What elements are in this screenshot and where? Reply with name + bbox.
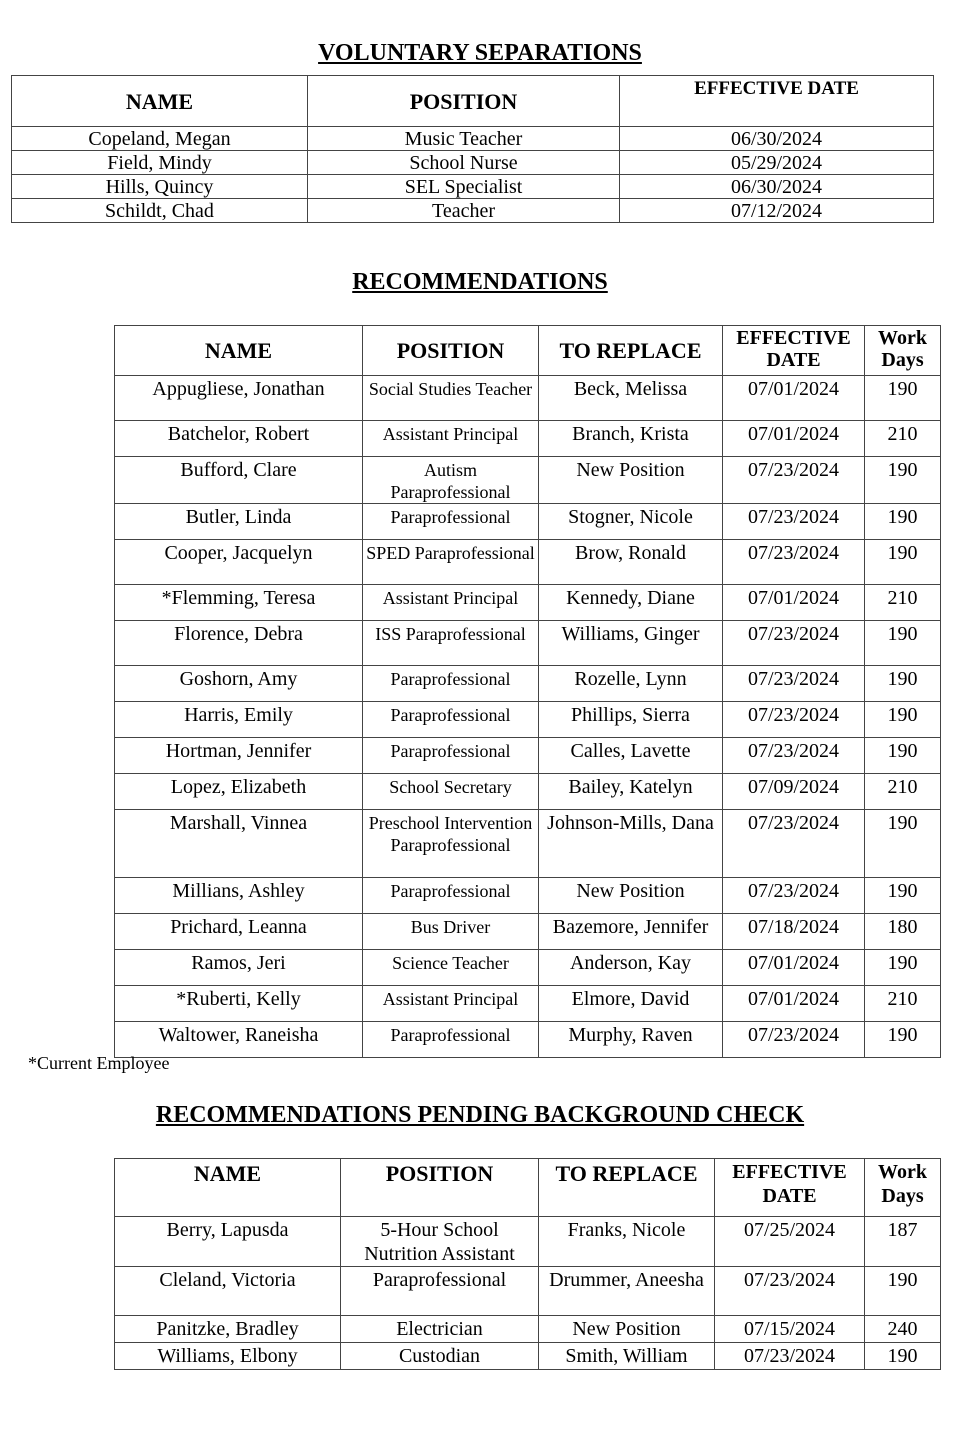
effective-date-cell: 07/01/2024 (723, 986, 865, 1022)
work-days-cell: 190 (865, 621, 941, 666)
table-row (115, 1217, 941, 1267)
work-days-cell: 190 (865, 950, 941, 986)
name-cell: Batchelor, Robert (115, 421, 363, 457)
work-days-cell: 190 (865, 1267, 941, 1316)
position-cell: Paraprofessional (363, 666, 539, 702)
to-replace-cell: Drummer, Aneesha (539, 1267, 715, 1316)
work-days-cell: 190 (865, 1022, 941, 1058)
name-cell: Marshall, Vinnea (115, 810, 363, 878)
table-header-row (115, 1159, 941, 1217)
name-cell: Florence, Debra (115, 621, 363, 666)
to-replace-cell: Kennedy, Diane (539, 585, 723, 621)
table-row (115, 810, 941, 878)
position-cell: 5-Hour School Nutrition Assistant (341, 1217, 539, 1267)
work-days-cell: 187 (865, 1217, 941, 1267)
effective-date-cell: 07/01/2024 (723, 421, 865, 457)
table-row (115, 738, 941, 774)
table-row (115, 504, 941, 540)
table-row (115, 914, 941, 950)
to-replace-cell: New Position (539, 457, 723, 504)
effective-date-cell: 07/01/2024 (723, 585, 865, 621)
recommendations-title: RECOMMENDATIONS (352, 269, 608, 295)
name-cell: Copeland, Megan (12, 127, 308, 151)
to-replace-cell: Calles, Lavette (539, 738, 723, 774)
table-row (115, 540, 941, 585)
to-replace-cell: New Position (539, 878, 723, 914)
column-header-work-days: Work Days (865, 1159, 941, 1217)
work-days-cell: 190 (865, 376, 941, 421)
column-header-effective-date: EFFECTIVE DATE (715, 1159, 865, 1217)
column-header-work-days: Work Days (865, 326, 941, 376)
name-cell: Harris, Emily (115, 702, 363, 738)
table-row (115, 376, 941, 421)
table-row (12, 127, 934, 151)
work-days-cell: 240 (865, 1316, 941, 1343)
table-row (115, 1022, 941, 1058)
column-header-position: POSITION (363, 326, 539, 376)
recommendations-body (115, 376, 941, 1058)
position-cell: Paraprofessional (363, 702, 539, 738)
pending-background-check-table (114, 1158, 941, 1370)
table-header-row (12, 76, 934, 127)
work-days-cell: 190 (865, 457, 941, 504)
effective-date-cell: 07/23/2024 (723, 457, 865, 504)
effective-date-cell: 06/30/2024 (620, 127, 934, 151)
to-replace-cell: Branch, Krista (539, 421, 723, 457)
to-replace-cell: Brow, Ronald (539, 540, 723, 585)
voluntary-separations-body (12, 127, 934, 223)
column-header-to-replace: TO REPLACE (539, 1159, 715, 1217)
voluntary-separations-table (11, 75, 934, 223)
name-cell: Ramos, Jeri (115, 950, 363, 986)
table-row (115, 1316, 941, 1343)
name-cell: *Flemming, Teresa (115, 585, 363, 621)
work-days-cell: 210 (865, 774, 941, 810)
work-days-cell: 190 (865, 878, 941, 914)
name-cell: Bufford, Clare (115, 457, 363, 504)
table-row (115, 585, 941, 621)
name-cell: Appugliese, Jonathan (115, 376, 363, 421)
table-row (12, 199, 934, 223)
voluntary-separations-title: VOLUNTARY SEPARATIONS (318, 40, 642, 66)
position-cell: Paraprofessional (363, 878, 539, 914)
effective-date-cell: 07/23/2024 (723, 810, 865, 878)
table-row (115, 621, 941, 666)
name-cell: Hills, Quincy (12, 175, 308, 199)
effective-date-cell: 07/18/2024 (723, 914, 865, 950)
effective-date-cell: 07/23/2024 (723, 504, 865, 540)
pending-background-check-title: RECOMMENDATIONS PENDING BACKGROUND CHECK (155, 1102, 805, 1128)
table-row (12, 175, 934, 199)
to-replace-cell: Franks, Nicole (539, 1217, 715, 1267)
pending-background-check-body (115, 1217, 941, 1370)
column-header-to-replace: TO REPLACE (539, 326, 723, 376)
to-replace-cell: Elmore, David (539, 986, 723, 1022)
name-cell: Prichard, Leanna (115, 914, 363, 950)
name-cell: Millians, Ashley (115, 878, 363, 914)
position-cell: Paraprofessional (363, 504, 539, 540)
column-header-effective-date: EFFECTIVE DATE (620, 76, 934, 127)
column-header-name: NAME (115, 326, 363, 376)
to-replace-cell: Smith, William (539, 1343, 715, 1370)
effective-date-cell: 07/23/2024 (723, 621, 865, 666)
work-days-cell: 210 (865, 585, 941, 621)
table-row (115, 878, 941, 914)
effective-date-cell: 06/30/2024 (620, 175, 934, 199)
work-days-cell: 190 (865, 738, 941, 774)
work-days-cell: 210 (865, 421, 941, 457)
name-cell: Field, Mindy (12, 151, 308, 175)
position-cell: ISS Paraprofessional (363, 621, 539, 666)
table-row (115, 1343, 941, 1370)
column-header-name: NAME (115, 1159, 341, 1217)
effective-date-cell: 07/23/2024 (723, 738, 865, 774)
effective-date-cell: 07/09/2024 (723, 774, 865, 810)
to-replace-cell: Stogner, Nicole (539, 504, 723, 540)
effective-date-cell: 07/23/2024 (723, 878, 865, 914)
column-header-name: NAME (12, 76, 308, 127)
name-cell: Butler, Linda (115, 504, 363, 540)
position-cell: Music Teacher (308, 127, 620, 151)
name-cell: Cleland, Victoria (115, 1267, 341, 1316)
effective-date-cell: 07/01/2024 (723, 376, 865, 421)
table-row (115, 421, 941, 457)
name-cell: Williams, Elbony (115, 1343, 341, 1370)
to-replace-cell: Rozelle, Lynn (539, 666, 723, 702)
position-cell: Paraprofessional (341, 1267, 539, 1316)
to-replace-cell: Johnson-Mills, Dana (539, 810, 723, 878)
position-cell: Teacher (308, 199, 620, 223)
effective-date-cell: 05/29/2024 (620, 151, 934, 175)
table-row (115, 774, 941, 810)
position-cell: Preschool Intervention Paraprofessional (363, 810, 539, 878)
to-replace-cell: Beck, Melissa (539, 376, 723, 421)
effective-date-cell: 07/15/2024 (715, 1316, 865, 1343)
current-employee-footnote: *Current Employee (28, 1053, 170, 1073)
effective-date-cell: 07/23/2024 (715, 1267, 865, 1316)
position-cell: Paraprofessional (363, 738, 539, 774)
table-row (12, 151, 934, 175)
name-cell: Cooper, Jacquelyn (115, 540, 363, 585)
work-days-cell: 190 (865, 702, 941, 738)
effective-date-cell: 07/01/2024 (723, 950, 865, 986)
table-row (115, 986, 941, 1022)
effective-date-cell: 07/23/2024 (723, 540, 865, 585)
position-cell: SEL Specialist (308, 175, 620, 199)
position-cell: Bus Driver (363, 914, 539, 950)
name-cell: Schildt, Chad (12, 199, 308, 223)
recommendations-table (114, 325, 941, 1058)
name-cell: Waltower, Raneisha (115, 1022, 363, 1058)
position-cell: Science Teacher (363, 950, 539, 986)
column-header-position: POSITION (308, 76, 620, 127)
position-cell: School Nurse (308, 151, 620, 175)
work-days-cell: 190 (865, 666, 941, 702)
work-days-cell: 190 (865, 504, 941, 540)
work-days-cell: 210 (865, 986, 941, 1022)
effective-date-cell: 07/23/2024 (715, 1343, 865, 1370)
table-header-row (115, 326, 941, 376)
name-cell: *Ruberti, Kelly (115, 986, 363, 1022)
effective-date-cell: 07/23/2024 (723, 1022, 865, 1058)
name-cell: Hortman, Jennifer (115, 738, 363, 774)
position-cell: Assistant Principal (363, 421, 539, 457)
position-cell: Autism Paraprofessional (363, 457, 539, 504)
to-replace-cell: Phillips, Sierra (539, 702, 723, 738)
work-days-cell: 190 (865, 540, 941, 585)
position-cell: Paraprofessional (363, 1022, 539, 1058)
to-replace-cell: Bazemore, Jennifer (539, 914, 723, 950)
name-cell: Goshorn, Amy (115, 666, 363, 702)
column-header-effective-date: EFFECTIVE DATE (723, 326, 865, 376)
position-cell: Assistant Principal (363, 986, 539, 1022)
table-row (115, 666, 941, 702)
table-row (115, 950, 941, 986)
to-replace-cell: Williams, Ginger (539, 621, 723, 666)
table-row (115, 702, 941, 738)
effective-date-cell: 07/23/2024 (723, 666, 865, 702)
position-cell: Custodian (341, 1343, 539, 1370)
name-cell: Panitzke, Bradley (115, 1316, 341, 1343)
table-row (115, 1267, 941, 1316)
to-replace-cell: Bailey, Katelyn (539, 774, 723, 810)
name-cell: Lopez, Elizabeth (115, 774, 363, 810)
to-replace-cell: Murphy, Raven (539, 1022, 723, 1058)
position-cell: School Secretary (363, 774, 539, 810)
position-cell: Assistant Principal (363, 585, 539, 621)
to-replace-cell: Anderson, Kay (539, 950, 723, 986)
name-cell: Berry, Lapusda (115, 1217, 341, 1267)
table-row (115, 457, 941, 504)
effective-date-cell: 07/12/2024 (620, 199, 934, 223)
position-cell: Electrician (341, 1316, 539, 1343)
position-cell: SPED Paraprofessional (363, 540, 539, 585)
effective-date-cell: 07/25/2024 (715, 1217, 865, 1267)
position-cell: Social Studies Teacher (363, 376, 539, 421)
column-header-position: POSITION (341, 1159, 539, 1217)
work-days-cell: 180 (865, 914, 941, 950)
work-days-cell: 190 (865, 810, 941, 878)
effective-date-cell: 07/23/2024 (723, 702, 865, 738)
work-days-cell: 190 (865, 1343, 941, 1370)
to-replace-cell: New Position (539, 1316, 715, 1343)
